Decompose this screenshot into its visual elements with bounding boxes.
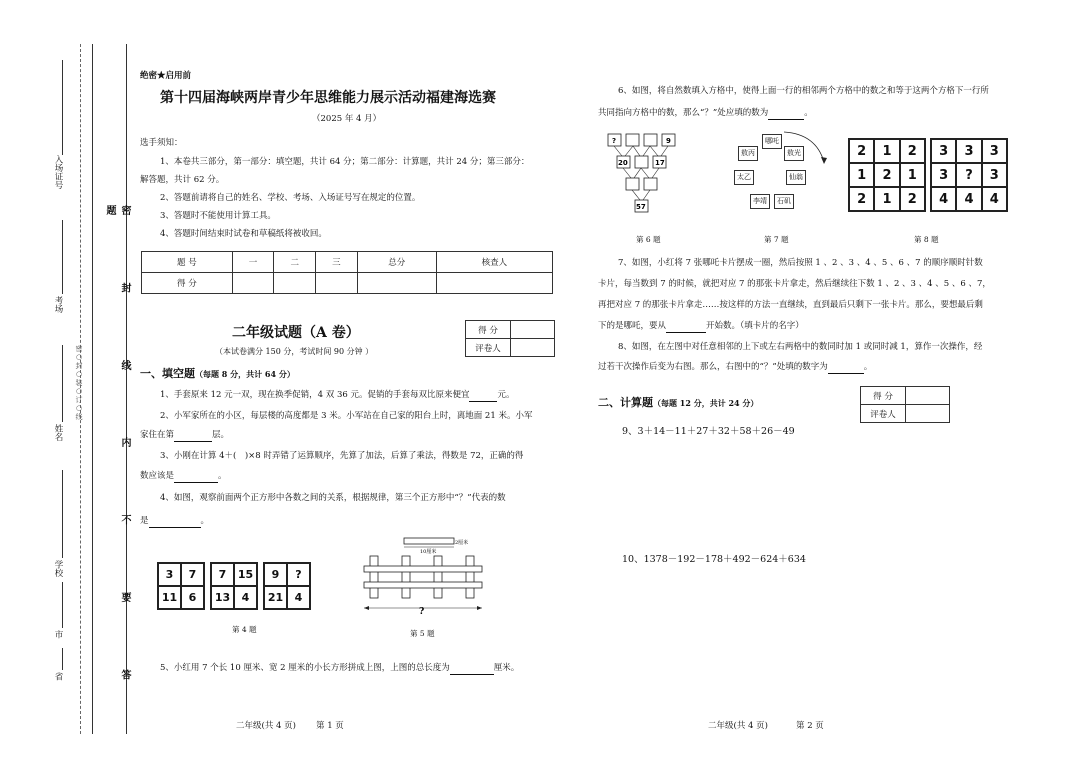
notice-1: 1、本卷共三部分，第一部分：填空题，共计 64 分；第二部分：计算题，共计 24 分；第三部分： [160, 157, 530, 167]
q5-text: 5、小红用 7 个长 10 厘米、宽 2 厘米的小长方形拼成上图，上图的总长度为 [160, 663, 450, 673]
q4-end: 。 [200, 516, 210, 526]
q4-text: 是 [140, 516, 149, 526]
question-3a: 3、小刚在计算 4＋( )×8 时弄错了运算顺序，先算了加法，后算了乘法，得数是 72，正确的得 [160, 451, 524, 461]
footer-grade-1: 二年级(共 4 页) [236, 721, 296, 731]
q4-g2-c1: 7 [211, 563, 234, 586]
q4-g3-c1: 9 [264, 563, 287, 586]
q5-figure [360, 534, 490, 626]
fig8-left-cell: 2 [900, 187, 925, 211]
score-header-4: 总分 [357, 252, 436, 273]
grader-label-2: 评卷人 [861, 405, 906, 423]
q4-g3-c2: ? [287, 563, 310, 586]
q6-answer[interactable] [768, 107, 804, 120]
q4-grid-1 [157, 562, 205, 610]
score-header-1: 一 [232, 252, 274, 273]
fig5-post-2 [402, 556, 410, 598]
question-9: 9、3＋14－11＋27＋32＋58＋26－49 [622, 426, 795, 437]
fig6-arrow [661, 146, 668, 156]
q3-end: 。 [218, 471, 227, 481]
fig5-post-1 [370, 556, 378, 598]
q4-g1-c4: 6 [181, 586, 204, 609]
fig6-arrow [652, 168, 659, 178]
fig8-left-grid [848, 138, 926, 212]
fig7-card-nezha: 哪吒 [762, 134, 782, 149]
fig6-arrow [625, 146, 633, 156]
fig8-left-cell: 2 [849, 139, 874, 163]
q2-answer[interactable] [174, 429, 212, 442]
footer-page-1: 第 1 页 [316, 721, 344, 731]
fig8-left-cell: 1 [874, 139, 899, 163]
q6-end: 。 [804, 108, 813, 118]
question-2a: 2、小军家所在的小区，每层楼的高度都是 3 米。小军站在自己家的阳台上时，离地面 21 米。小军 [160, 411, 533, 421]
fig6-arrow [634, 168, 641, 178]
paper-subtitle: （本试卷满分 150 分，考试时间 90 分钟 ） [215, 347, 374, 356]
q4-answer[interactable] [149, 515, 201, 528]
fig7-card-lijing: 李靖 [750, 194, 770, 209]
grade-score-label: 得 分 [466, 321, 511, 339]
fig6-top-2 [626, 134, 639, 146]
fig8-right-cell: 4 [931, 187, 956, 211]
fig8-right-cell: ? [956, 163, 981, 187]
section2-note: （每题 12 分，共计 24 分） [653, 398, 759, 408]
fig6-num-57: 57 [636, 203, 646, 211]
question-8a: 8、如图，在左图中对任意相邻的上下或左右两格中的数同时加 1 或同时减 1，算作一次操作，经 [618, 342, 983, 352]
q7-answer[interactable] [666, 320, 706, 333]
question-6b [598, 107, 813, 120]
q10-work-area[interactable] [600, 570, 1040, 710]
q8-end: 。 [863, 362, 873, 372]
fig8-right-cell: 4 [982, 187, 1007, 211]
name-line [62, 345, 63, 422]
fig6-num-17: 17 [655, 159, 665, 167]
fig6-caption: 第 6 题 [636, 235, 661, 244]
fig8-left-cell: 1 [874, 187, 899, 211]
question-7a: 7、如图，小红将 7 张哪吒卡片摆成一圈，然后按照 1 、2 、3 、4 、5 、6 、7 的顺序顺时针数 [618, 258, 983, 268]
q8-answer[interactable] [828, 361, 864, 374]
name-label: 姓名 [53, 424, 63, 441]
q3-answer[interactable] [174, 470, 218, 483]
q1-end: 元。 [497, 390, 515, 400]
fig5-rail-1 [364, 566, 482, 572]
exam-date: （2025 年 4 月） [312, 114, 382, 124]
question-1 [160, 389, 514, 402]
fig7-card-shiji: 石矶 [774, 194, 794, 209]
fig6-arrow [632, 190, 640, 200]
fig8-right-grid [930, 138, 1008, 212]
province-label: 省 [53, 672, 63, 681]
fig7-card-xianweng: 仙翁 [786, 170, 806, 185]
fig5-post-4 [466, 556, 474, 598]
fig8-right-cell: 3 [982, 163, 1007, 187]
province-line [62, 648, 63, 670]
q5-end: 厘米。 [493, 663, 520, 673]
score-header-3: 三 [316, 252, 358, 273]
question-4a: 4、如图，观察前面两个正方形中各数之间的关系，根据规律，第三个正方形中“？”代表的数 [160, 493, 506, 503]
fig5-length-label: 10厘米 [420, 549, 437, 555]
q4-g1-c2: 7 [181, 563, 204, 586]
section2-heading [598, 397, 758, 410]
fig5-post-3 [434, 556, 442, 598]
fig5-arrowhead-left [364, 606, 369, 610]
fig6-arrow [623, 168, 631, 178]
fig8-right-cell: 3 [931, 139, 956, 163]
school-label: 学校 [53, 560, 63, 577]
ticket-no-line [62, 60, 63, 155]
fig6-arrow [633, 146, 640, 156]
q4-grid-3 [263, 562, 311, 610]
question-6a: 6、如图，将自然数填入方格中，使得上面一行的相邻两个方格中的数之和等于这两个方格下一行所 [618, 86, 989, 96]
q7-figure [730, 128, 830, 220]
q7-text: 下的是哪吒，要从 [598, 321, 667, 331]
score-cell[interactable] [274, 273, 316, 294]
school-line [62, 470, 63, 558]
score-cell[interactable] [436, 273, 552, 294]
q4-g2-c3: 13 [211, 586, 234, 609]
fig6-mid-2 [635, 156, 648, 168]
q4-g1-c3: 11 [158, 586, 181, 609]
binding-seal-label: 密○封○装○订○线 [75, 345, 83, 421]
question-10: 10、1378－192－178＋492－624＋634 [622, 554, 806, 565]
fig7-card-aoguang: 敖光 [784, 146, 804, 161]
q6-figure [600, 130, 690, 220]
fig8-left-cell: 1 [900, 163, 925, 187]
fig7-card-taiyi: 太乙 [734, 170, 754, 185]
q7-end: 开始数。（填卡片的名字） [706, 321, 804, 331]
footer-page-2: 第 2 页 [796, 721, 824, 731]
fig8-left-cell: 2 [900, 139, 925, 163]
score-header-5: 核查人 [436, 252, 552, 273]
question-2b [140, 429, 229, 442]
city-line [62, 582, 63, 628]
fig5-sample-rect [404, 538, 454, 544]
q8-text: 过若干次操作后变为右图。那么，右图中的“？”处填的数字为 [598, 362, 828, 372]
fig6-arrow [641, 168, 649, 178]
q9-work-area[interactable] [600, 442, 1040, 546]
notice-3: 3、答题时不能使用计算工具。 [160, 211, 276, 221]
score-cell[interactable] [357, 273, 436, 294]
grade-box-1 [465, 320, 555, 357]
paper-title: 二年级试题（A 卷） [232, 325, 360, 341]
score-row-label: 得 分 [142, 273, 233, 294]
footer-grade-2: 二年级(共 4 页) [708, 721, 768, 731]
binding-warning: 密 封 线 内 不 要 答 题 [104, 205, 130, 712]
fig6-num-9: 9 [666, 137, 671, 145]
fig6-low-2 [644, 178, 657, 190]
notice-2: 2、答题前请将自己的姓名、学校、考场、入场证号写在规定的位置。 [160, 193, 421, 203]
fig8-right-cell: 4 [956, 187, 981, 211]
section1-note: （每题 8 分，共计 64 分） [195, 369, 295, 379]
fig8-left-cell: 2 [849, 187, 874, 211]
grade-score-cell[interactable] [511, 321, 555, 339]
section1-heading [140, 368, 295, 381]
exam-room-label: 考场 [53, 296, 63, 313]
q1-answer[interactable] [469, 389, 497, 402]
q4-g3-c3: 21 [264, 586, 287, 609]
fig5-rail-2 [364, 582, 482, 588]
q2-end: 层。 [212, 430, 230, 440]
fig5-caption: 第 5 题 [410, 629, 435, 638]
fig6-num-q: ? [612, 137, 617, 145]
section1-title: 一、填空题 [140, 367, 195, 380]
exam-room-line [62, 220, 63, 294]
score-cell[interactable] [316, 273, 358, 294]
notice-4: 4、答题时间结束时试卷和草稿纸将被收回。 [160, 229, 327, 239]
fig6-arrow [650, 146, 658, 156]
fig6-arrow [643, 146, 650, 156]
fig8-right-cell: 3 [982, 139, 1007, 163]
grader-label: 评卷人 [466, 339, 511, 357]
fig6-arrow [614, 146, 622, 156]
grader-cell[interactable] [511, 339, 555, 357]
exam-title: 第十四届海峡两岸青少年思维能力展示活动福建海选赛 [160, 90, 496, 106]
city-label: 市 [53, 630, 63, 639]
question-7d [598, 320, 804, 333]
fig8-left-cell: 2 [874, 163, 899, 187]
fig7-card-aobing: 敖丙 [738, 146, 758, 161]
score-cell[interactable] [232, 273, 274, 294]
q4-g1-c1: 3 [158, 563, 181, 586]
q5-answer[interactable] [450, 662, 494, 675]
score-header-2: 二 [274, 252, 316, 273]
grade-box-2 [860, 386, 950, 423]
fig6-num-20: 20 [618, 159, 628, 167]
fig6-arrow [643, 190, 650, 200]
fig8-caption: 第 8 题 [914, 235, 939, 244]
q4-g2-c4: 4 [234, 586, 257, 609]
question-7c: 再把对应 7 的那张卡片拿走……按这样的方法一直继续，直到最后只剩下一张卡片。那么，要想最后剩 [598, 300, 983, 310]
fig5-question-mark: ? [419, 607, 425, 617]
grade-score-cell-2[interactable] [906, 387, 950, 405]
question-3b [140, 470, 227, 483]
question-4b [140, 515, 209, 528]
score-header-0: 题 号 [142, 252, 233, 273]
binding-line-1 [92, 44, 93, 734]
q4-grid-2 [210, 562, 258, 610]
fig6-top-3 [644, 134, 657, 146]
secret-label: 绝密★启用前 [140, 71, 192, 81]
q1-text: 1、手套原来 12 元一双，现在换季促销，4 双 36 元。促销的手套每双比原来便宜 [160, 390, 470, 400]
notice-title: 选手须知： [140, 138, 183, 148]
question-8b [598, 361, 872, 374]
grader-cell-2[interactable] [906, 405, 950, 423]
fig8-right-cell: 3 [931, 163, 956, 187]
fig7-caption: 第 7 题 [764, 235, 789, 244]
fig5-width-label: 2厘米 [455, 540, 469, 546]
fig5-arrowhead-right [477, 606, 482, 610]
fig8-right-cell: 3 [956, 139, 981, 163]
fig4-caption: 第 4 题 [232, 625, 257, 634]
grade-score-label-2: 得 分 [861, 387, 906, 405]
q2-text: 家住在第 [140, 430, 175, 440]
q6-text: 共同指向方格中的数，那么“？”处应填的数为 [598, 108, 769, 118]
notice-1b: 解答题，共计 62 分。 [140, 175, 225, 185]
score-table [141, 251, 553, 294]
ticket-no-label: 入场证号 [53, 155, 63, 189]
question-7b: 卡片，每当数到 7 的时候，就把对应 7 的那张卡片拿走，然后继续往下数 1 、2 、3 、4 、5 、6 、7， [598, 279, 991, 289]
fig6-low-1 [626, 178, 639, 190]
section2-title: 二、计算题 [598, 396, 653, 409]
q3-text: 数应该是 [140, 471, 175, 481]
fig8-left-cell: 1 [849, 163, 874, 187]
q4-g2-c2: 15 [234, 563, 257, 586]
q4-g3-c4: 4 [287, 586, 310, 609]
question-5 [160, 662, 519, 675]
